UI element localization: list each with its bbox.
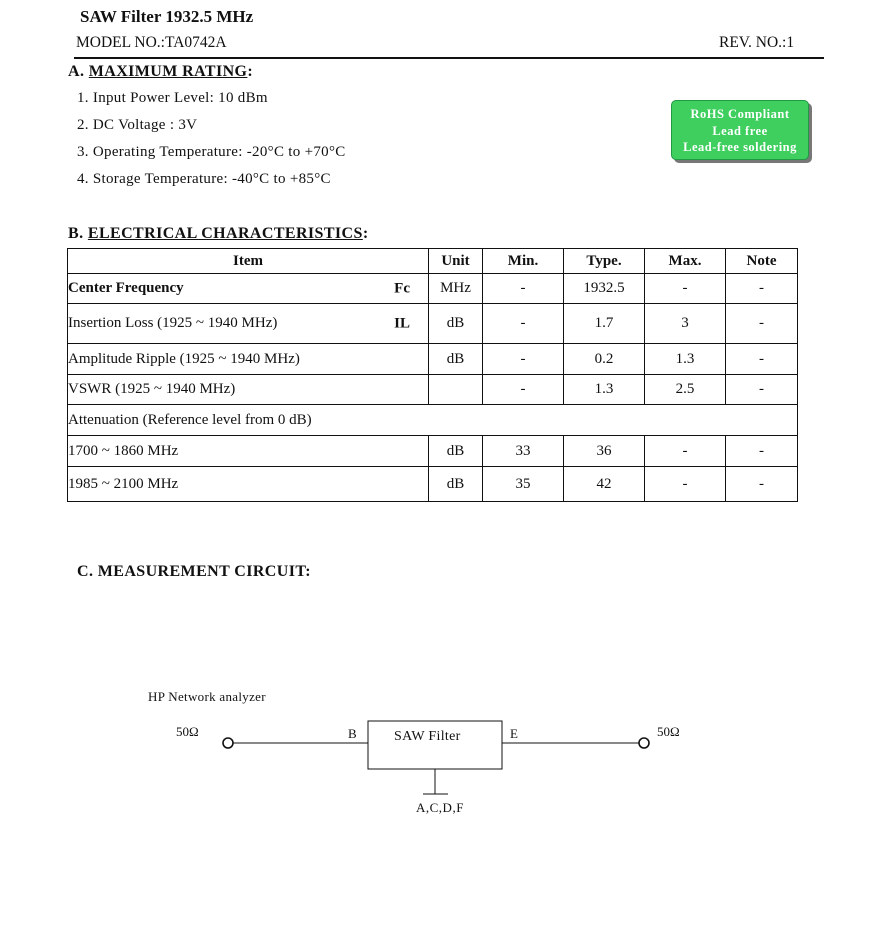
row-typ: 1932.5 xyxy=(564,274,645,304)
row-item: 1985 ~ 2100 MHz xyxy=(68,467,429,502)
left-impedance-label: 50Ω xyxy=(176,724,199,739)
row-min: 33 xyxy=(483,436,564,467)
row-min: - xyxy=(483,375,564,405)
row-max: - xyxy=(645,274,726,304)
row-min: - xyxy=(483,304,564,344)
rohs-line-3: Lead-free soldering xyxy=(683,140,797,154)
rohs-line-1: RoHS Compliant xyxy=(690,107,790,121)
row-symbol: IL xyxy=(394,315,410,331)
model-number: MODEL NO.:TA0742A xyxy=(76,34,227,51)
row-note: - xyxy=(726,344,798,375)
row-unit: dB xyxy=(429,436,483,467)
header-note: Note xyxy=(726,249,798,274)
header-item: Item xyxy=(68,249,429,274)
saw-filter-label: SAW Filter xyxy=(394,729,461,744)
attenuation-label: Attenuation (Reference level from 0 dB) xyxy=(68,405,798,436)
row-item-label: Insertion Loss (1925 ~ 1940 MHz) xyxy=(68,315,278,331)
row-min: 35 xyxy=(483,467,564,502)
revision-number: REV. NO.:1 xyxy=(719,34,795,51)
row-unit: MHz xyxy=(429,274,483,304)
section-b-title: ELECTRICAL CHARACTERISTICS xyxy=(87,225,363,242)
row-unit: dB xyxy=(429,467,483,502)
section-b-suffix: : xyxy=(362,225,369,242)
row-min: - xyxy=(483,344,564,375)
right-impedance-label: 50Ω xyxy=(657,724,680,739)
row-note: - xyxy=(726,436,798,467)
header-unit: Unit xyxy=(429,249,483,274)
row-typ: 1.7 xyxy=(564,304,645,344)
header-max: Max. xyxy=(645,249,726,274)
row-unit: dB xyxy=(429,344,483,375)
row-typ: 1.3 xyxy=(564,375,645,405)
row-typ: 36 xyxy=(564,436,645,467)
row-typ: 42 xyxy=(564,467,645,502)
output-pin-label: E xyxy=(510,726,518,741)
rating-item: 2. DC Voltage : 3V xyxy=(77,117,198,133)
analyzer-label: HP Network analyzer xyxy=(148,689,266,704)
row-note: - xyxy=(726,304,798,344)
rohs-line-2: Lead free xyxy=(712,123,768,138)
section-b-prefix: B. xyxy=(68,225,84,242)
rating-item: 3. Operating Temperature: -20°C to +70°C xyxy=(77,144,346,160)
row-item: VSWR (1925 ~ 1940 MHz) xyxy=(68,375,429,405)
row-max: - xyxy=(645,467,726,502)
output-terminal xyxy=(639,738,649,748)
rating-item: 1. Input Power Level: 10 dBm xyxy=(77,90,268,106)
header-typ: Type. xyxy=(564,249,645,274)
row-note: - xyxy=(726,375,798,405)
row-note: - xyxy=(726,467,798,502)
row-item-label: Center Frequency xyxy=(68,280,184,296)
section-a-suffix: : xyxy=(247,63,254,80)
input-pin-label: B xyxy=(348,726,357,741)
section-c-heading: C. MEASUREMENT CIRCUIT: xyxy=(77,563,311,580)
row-item: Amplitude Ripple (1925 ~ 1940 MHz) xyxy=(68,344,429,375)
input-terminal xyxy=(223,738,233,748)
saw-filter-box xyxy=(368,721,502,769)
document-title: SAW Filter 1932.5 MHz xyxy=(80,7,254,26)
section-a-title: MAXIMUM RATING xyxy=(88,63,248,80)
row-max: 1.3 xyxy=(645,344,726,375)
row-max: 2.5 xyxy=(645,375,726,405)
row-typ: 0.2 xyxy=(564,344,645,375)
row-max: - xyxy=(645,436,726,467)
ground-pins-label: A,C,D,F xyxy=(416,800,464,815)
row-min: - xyxy=(483,274,564,304)
row-item: 1700 ~ 1860 MHz xyxy=(68,436,429,467)
rating-item: 4. Storage Temperature: -40°C to +85°C xyxy=(77,171,331,187)
section-a-prefix: A. xyxy=(68,63,85,80)
row-max: 3 xyxy=(645,304,726,344)
row-unit: dB xyxy=(429,304,483,344)
row-symbol: Fc xyxy=(394,280,410,296)
row-note: - xyxy=(726,274,798,304)
header-min: Min. xyxy=(483,249,564,274)
